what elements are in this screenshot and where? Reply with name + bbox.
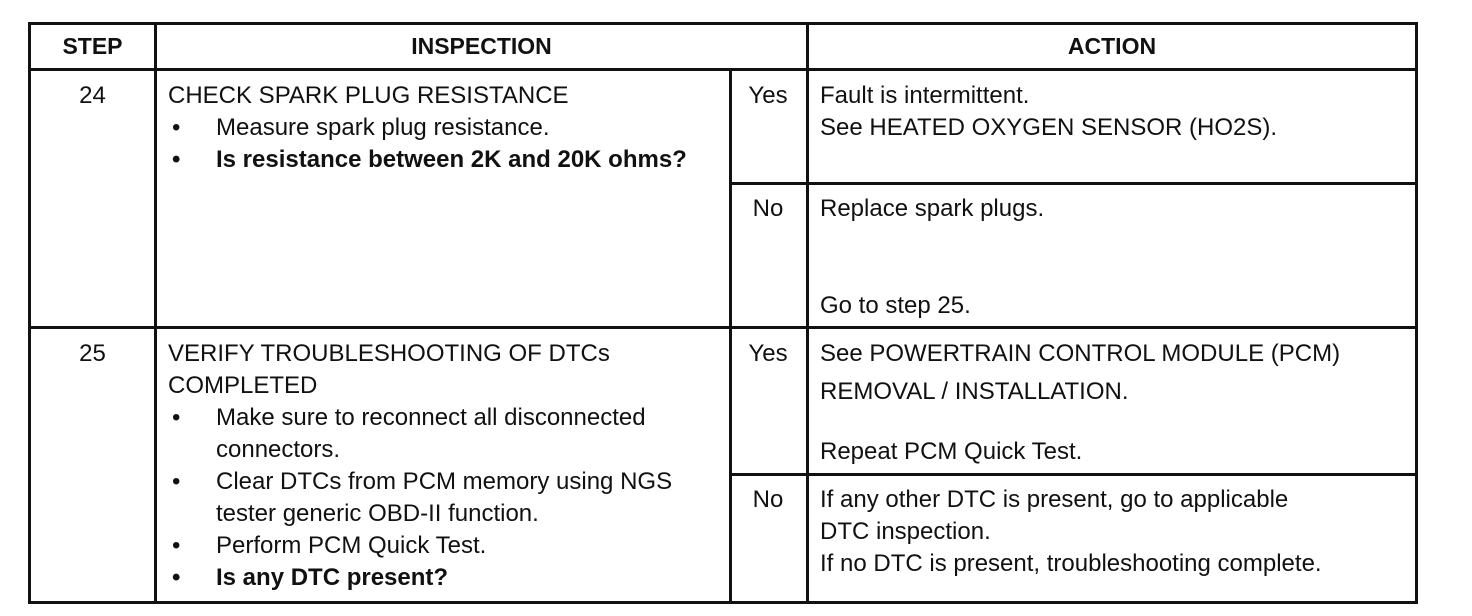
row-divider [28, 326, 1418, 329]
answer-no-25: No [752, 486, 784, 513]
header-divider [28, 68, 1418, 71]
inspection-24 [168, 80, 718, 176]
inspection-25 [168, 338, 718, 594]
bullet-icon: • [172, 114, 181, 141]
step-number-25: 25 [79, 340, 106, 367]
bullet-item [168, 112, 718, 144]
bullet-text: Perform PCM Quick Test. [216, 532, 487, 559]
action-no-25 [820, 484, 1416, 580]
bullet-text: Make sure to reconnect all disconnected connectors. [216, 404, 646, 463]
bullet-icon: • [172, 468, 181, 495]
bullet-item [168, 562, 718, 594]
bullet-icon: • [172, 404, 181, 431]
bullet-icon: • [172, 146, 181, 173]
header-step: STEP [62, 33, 123, 59]
action-yes-25-repeat: Repeat PCM Quick Test. [820, 438, 1083, 465]
inspection-answer-divider [729, 68, 732, 604]
action-line: If no DTC is present, troubleshooting complete. [820, 550, 1322, 577]
answer-yes-25: Yes [748, 340, 788, 367]
action-line: REMOVAL / INSTALLATION. [820, 378, 1129, 405]
step-column-divider [154, 22, 157, 604]
bullet-text: Clear DTCs from PCM memory using NGS tester generic OBD-II function. [216, 468, 673, 527]
header-action: ACTION [1067, 33, 1157, 59]
answer-no-24: No [752, 195, 784, 222]
bullet-item [168, 144, 718, 176]
action-yes-24 [820, 80, 1410, 144]
bullet-item [168, 466, 718, 530]
action-no-24 [820, 193, 1410, 225]
action-line: See POWERTRAIN CONTROL MODULE (PCM) [820, 340, 1341, 367]
action-line: DTC inspection. [820, 518, 991, 545]
action-line: If any other DTC is present, go to applicable [820, 486, 1289, 513]
inspection-title-25-line2: COMPLETED [168, 372, 318, 399]
step-number-24: 24 [79, 82, 106, 109]
bullet-icon: • [172, 564, 181, 591]
yes-no-divider-24 [729, 182, 1418, 185]
inspection-title-24: CHECK SPARK PLUG RESISTANCE [168, 82, 569, 109]
action-no-24-goto: Go to step 25. [820, 292, 971, 319]
bullet-item [168, 402, 718, 466]
bullet-item [168, 530, 718, 562]
header-inspection: INSPECTION [411, 33, 552, 59]
bullet-question: Is resistance between 2K and 20K ohms? [216, 146, 687, 173]
action-line: See HEATED OXYGEN SENSOR (HO2S). [820, 114, 1277, 141]
action-line: Fault is intermittent. [820, 82, 1030, 109]
bullet-question: Is any DTC present? [216, 564, 449, 591]
answer-yes-24: Yes [748, 82, 788, 109]
inspection-title-25-line1: VERIFY TROUBLESHOOTING OF DTCs [168, 340, 610, 367]
yes-no-divider-25 [729, 473, 1418, 476]
bullet-text: Measure spark plug resistance. [216, 114, 550, 141]
action-line: Replace spark plugs. [820, 195, 1045, 222]
action-column-divider [806, 22, 809, 604]
action-yes-25 [820, 338, 1416, 408]
bullet-icon: • [172, 532, 181, 559]
